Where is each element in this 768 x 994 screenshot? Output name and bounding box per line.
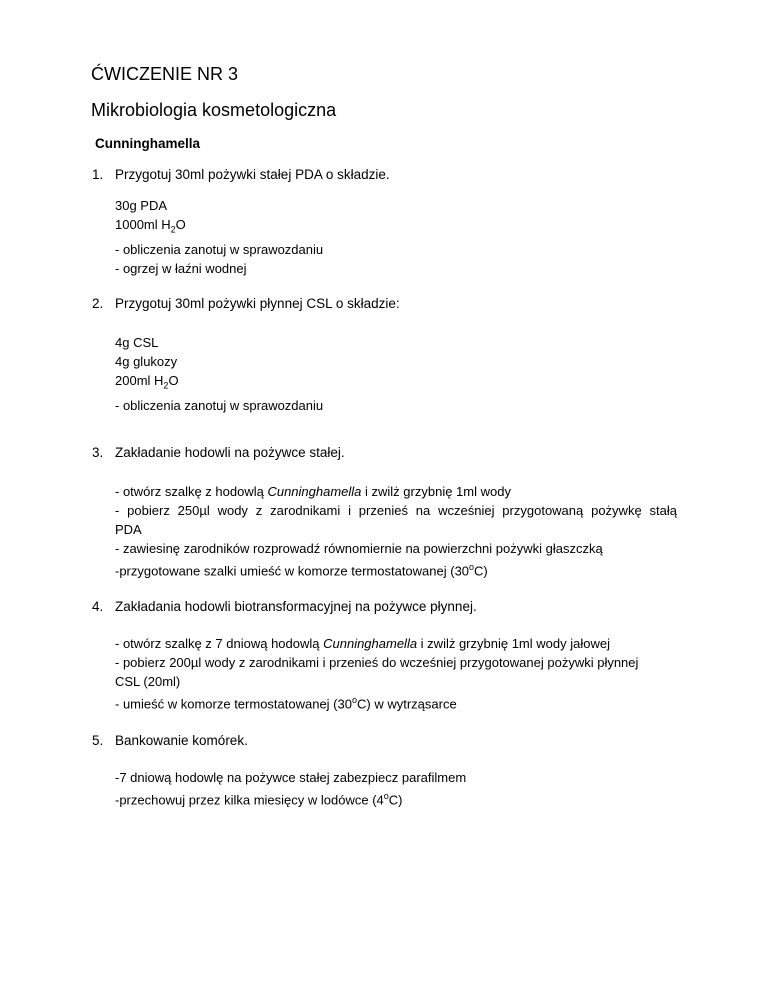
step-2-line: 200ml $H_2O$	[115, 373, 179, 391]
step-3-heading-text: Zakładanie hodowli na pożywce stałej.	[115, 445, 345, 460]
step-3-line: -przygotowane szalki umieść w komorze termostatowanej (30$^o$C)	[115, 562, 488, 579]
step-1-line: - obliczenia zanotuj w sprawozdaniu	[115, 241, 324, 257]
step-5-line: -7 dniową hodowlę na pożywce stałej zabezpiecz parafilmem	[115, 770, 467, 785]
step-3-line: - pobierz 250µl wody z zarodnikami i przenieś na wcześniej przygotowaną pożywkę stałą	[115, 503, 677, 518]
step-2-line: - obliczenia zanotuj w sprawozdaniu	[115, 397, 324, 413]
step-1-body	[115, 196, 677, 278]
subject-title: Mikrobiologia kosmetologiczna	[91, 100, 337, 120]
exercise-title: ĆWICZENIE NR 3	[91, 64, 239, 84]
step-3-number: 3.	[92, 445, 104, 460]
step-4-body	[115, 634, 677, 713]
step-5-body	[115, 768, 677, 809]
step-4-line: CSL (20ml)	[115, 674, 181, 689]
step-3-body	[115, 482, 677, 580]
step-1-number: 1.	[92, 167, 104, 182]
step-1-line: 30g PDA	[115, 198, 168, 213]
step-3-line: - otwórz szalkę z hodowlą Cunninghamella i zwilż grzybnię 1ml wody	[115, 484, 511, 499]
step-4-line: - otwórz szalkę z 7 dniową hodowlą Cunninghamella i zwilż grzybnię 1ml wody jałowej	[115, 636, 610, 651]
step-4-number: 4.	[92, 599, 104, 614]
step-1-heading-text: Przygotuj 30ml pożywki stałej PDA o składzie.	[115, 167, 390, 182]
step-1-line: 1000ml $H_2O$	[115, 217, 186, 235]
step-5-number: 5.	[92, 733, 104, 748]
step-5-heading-text: Bankowanie komórek.	[115, 733, 248, 748]
step-4-heading-text: Zakładania hodowli biotransformacyjnej na pożywce płynnej.	[115, 599, 477, 614]
step-3-line: PDA	[115, 522, 142, 537]
step-3-line: - zawiesinę zarodników rozprowadź równomiernie na powierzchni pożywki głaszczką	[115, 541, 603, 556]
step-2-heading-text: Przygotuj 30ml pożywki płynnej CSL o składzie:	[115, 296, 400, 311]
section-title: Cunninghamella	[95, 136, 201, 151]
step-2-line: 4g CSL	[115, 335, 159, 350]
step-2-body	[115, 333, 677, 415]
step-2-number: 2.	[92, 296, 104, 311]
step-4-line: - umieść w komorze termostatowanej (30$^o$C) w wytrząsarce	[115, 695, 457, 712]
step-5-line: -przechowuj przez kilka miesięcy w lodówce (4$^o$C)	[115, 791, 403, 808]
step-2-line: 4g glukozy	[115, 354, 178, 369]
step-1-line: - ogrzej w łaźni wodnej	[115, 260, 247, 276]
step-4-line: - pobierz 200µl wody z zarodnikami i przenieś do wcześniej przygotowanej pożywki płynnej	[115, 655, 639, 670]
